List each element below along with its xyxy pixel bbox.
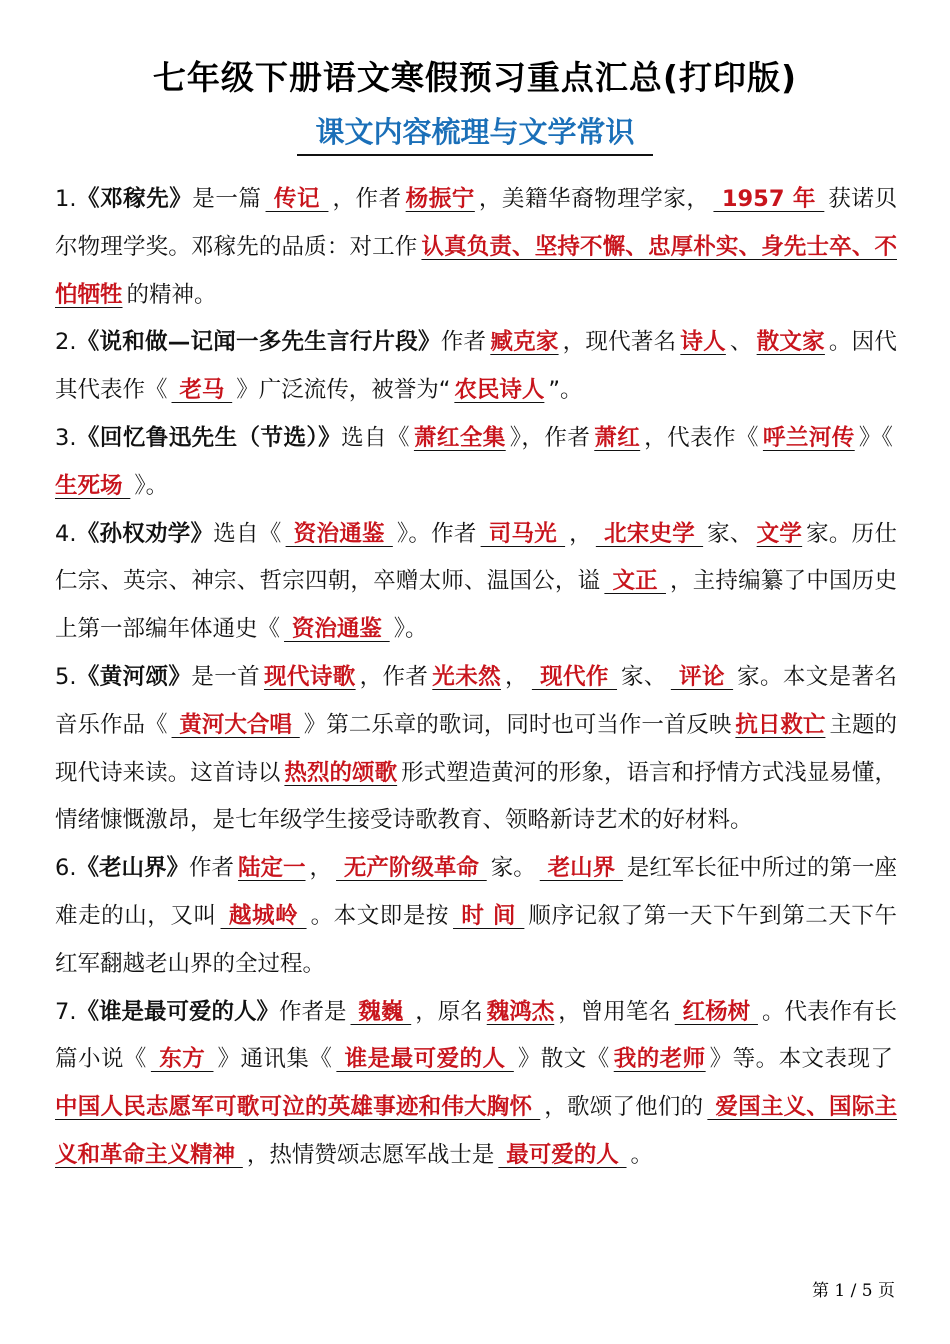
body-text: 选自《 <box>213 520 282 547</box>
lesson-title: 《邓稼先》 <box>76 186 193 212</box>
answer-blank: 魏鸿杰 <box>486 998 555 1025</box>
answer-blank: 认真负责、坚持不懈、忠厚朴实、身先士卒、不怕牺牲 <box>55 233 897 308</box>
lesson-title: 《老山界》 <box>76 855 189 882</box>
body-text: 家。本文是著名音乐作品《 <box>55 663 897 738</box>
body-text: 》广泛流传，被誉为“ <box>236 377 451 404</box>
lesson-title: 《谁是最可爱的人》 <box>76 998 279 1025</box>
answer-blank: 越城岭 <box>220 902 307 929</box>
body-text: 是一篇 <box>192 186 262 212</box>
paragraph-6 <box>55 845 897 988</box>
answer-blank: 文学 <box>756 520 803 547</box>
answer-blank: 谁是最可爱的人 <box>336 1046 514 1073</box>
answer-blank: 臧克家 <box>490 329 559 356</box>
answer-blank: 呼兰河传 <box>762 424 855 451</box>
body-text: 1. <box>55 186 77 212</box>
body-text: 》《 <box>858 424 893 451</box>
answer-blank: 现代诗歌 <box>264 663 356 690</box>
body-text: 形式塑造黄河的形象，语言和抒情方式浅显易懂，情绪慷慨激昂，是七年级学生接受诗歌教育、领略新诗艺术的好材料。 <box>55 759 897 834</box>
body-text: 》散文《 <box>517 1046 610 1073</box>
body-text: 2. <box>55 329 77 356</box>
answer-blank: 1957 年 <box>713 186 825 212</box>
body-text: 家、 <box>621 663 667 690</box>
answer-blank: 现代作 <box>531 663 618 690</box>
body-text: 是红军长征中所过的第一座难走的山，又叫 <box>55 855 897 929</box>
body-text: 》。 <box>393 616 428 643</box>
body-text: 作者是 <box>279 998 347 1025</box>
body-text: 顺序记叙了第一天下午到第二天下午红军翻越老山界的全过程。 <box>55 902 897 977</box>
lesson-title: 《说和做—记闻一多先生言行片段》 <box>76 329 441 356</box>
paragraph-1 <box>55 176 897 319</box>
body-text: 》。作者 <box>396 520 477 547</box>
answer-blank: 杨振宁 <box>405 186 475 212</box>
answer-blank: 评论 <box>670 663 734 690</box>
answer-blank: 黄河大合唱 <box>171 711 300 738</box>
answer-blank: 老山界 <box>539 855 623 882</box>
body-text: 选自《 <box>341 424 410 451</box>
answer-blank: 热烈的颂歌 <box>284 759 398 786</box>
answer-blank: 萧红 <box>594 424 641 451</box>
body-text: 》通讯集《 <box>217 1046 333 1073</box>
body-text: ， <box>504 663 528 690</box>
paragraph-7 <box>55 989 897 1180</box>
body-text: 4. <box>55 520 77 547</box>
answer-blank: 时 间 <box>453 902 525 929</box>
body-text: 。 <box>630 1141 654 1168</box>
body-text: ，原名 <box>415 998 483 1025</box>
paragraph-4 <box>55 511 897 654</box>
body-text: ，作者 <box>332 186 402 212</box>
body-text: 》等。本文表现了 <box>709 1046 893 1073</box>
subtitle-text: 课文内容梳理与文学常识 <box>297 112 652 156</box>
answer-blank: 红杨树 <box>674 998 758 1025</box>
answer-blank: 魏巍 <box>350 998 412 1025</box>
answer-blank: 传记 <box>265 186 329 212</box>
answer-blank: 资治通鉴 <box>285 520 393 547</box>
body-text: 3. <box>55 424 77 451</box>
answer-blank: 文正 <box>604 568 666 595</box>
body-text: 、 <box>729 329 753 356</box>
body-text: 的精神。 <box>126 281 217 308</box>
body-text: 作者 <box>440 329 487 356</box>
body-text: ，曾用笔名 <box>558 998 671 1025</box>
body-text: 。本文即是按 <box>310 902 450 929</box>
lesson-title: 《黄河颂》 <box>76 663 192 690</box>
page-title: 七年级下册语文寒假预习重点汇总(打印版) <box>152 58 798 97</box>
answer-blank: 散文家 <box>756 329 825 356</box>
body-text: ，热情赞颂志愿军战士是 <box>246 1141 495 1168</box>
lesson-title: 《回忆鲁迅先生（节选）》 <box>76 424 342 451</box>
lesson-title: 《孙权劝学》 <box>76 520 214 547</box>
answer-blank: 中国人民志愿军可歌可泣的英雄事迹和伟大胸怀 <box>55 1094 541 1121</box>
answer-blank: 抗日救亡 <box>735 711 826 738</box>
body-text: 》第二乐章的歌词，同时也可当作一首反映 <box>303 711 732 738</box>
answer-blank: 东方 <box>150 1046 214 1073</box>
answer-blank: 光未然 <box>432 663 501 690</box>
body-text: 家。 <box>490 855 536 882</box>
answer-blank: 陆定一 <box>238 855 306 882</box>
body-text: ，现代著名 <box>562 329 677 356</box>
body-text: 家。历仕仁宗、英宗、神宗、哲宗四朝，卒赠太师、温国公，谥 <box>55 520 897 595</box>
body-text: ，作者 <box>359 663 429 690</box>
answer-blank: 萧红全集 <box>413 424 506 451</box>
body-text: ， <box>569 520 592 547</box>
body-text: 》。 <box>134 472 169 499</box>
body-text: 。代表作有长篇小说《 <box>55 998 897 1073</box>
body-text: 家、 <box>707 520 753 547</box>
body-text: 5. <box>55 663 77 690</box>
answer-blank: 诗人 <box>680 329 726 356</box>
answer-blank: 资治通鉴 <box>284 616 390 643</box>
body-text: 6. <box>55 855 77 882</box>
answer-blank: 爱国主义、国际主义和革命主义精神 <box>55 1094 897 1168</box>
content-body <box>55 176 897 1180</box>
answer-blank: 农民诗人 <box>454 377 545 404</box>
body-text: 作者 <box>188 855 234 882</box>
paragraph-2 <box>55 319 897 415</box>
section-subtitle <box>0 112 950 156</box>
body-text: 7. <box>55 998 77 1025</box>
body-text: 。因代其代表作《 <box>55 329 897 404</box>
body-text: ，歌颂了他们的 <box>544 1094 704 1121</box>
body-text: 是一首 <box>191 663 261 690</box>
body-text: ，代表作《 <box>644 424 759 451</box>
body-text: 》，作者 <box>509 424 591 451</box>
body-text: ”。 <box>548 377 583 404</box>
paragraph-5 <box>55 654 897 845</box>
answer-blank: 司马光 <box>480 520 566 547</box>
body-text: ，主持编纂了中国历史上第一部编年体通史《 <box>55 568 897 643</box>
answer-blank: 我的老师 <box>613 1046 706 1073</box>
body-text: 主题的现代诗来读。这首诗以 <box>55 711 897 786</box>
answer-blank: 生死场 <box>55 472 131 499</box>
answer-blank: 无产阶级革命 <box>336 855 487 882</box>
answer-blank: 北宋史学 <box>595 520 704 547</box>
answer-blank: 最可爱的人 <box>498 1141 627 1168</box>
body-text: ，美籍华裔物理学家， <box>478 186 710 212</box>
paragraph-3 <box>55 415 897 511</box>
body-text: ， <box>309 855 333 882</box>
answer-blank: 老马 <box>171 377 233 404</box>
body-text: 获诺贝尔物理学奖。邓稼先的品质：对工作 <box>55 186 897 260</box>
page-number: 第 1 / 5 页 <box>812 1281 895 1301</box>
